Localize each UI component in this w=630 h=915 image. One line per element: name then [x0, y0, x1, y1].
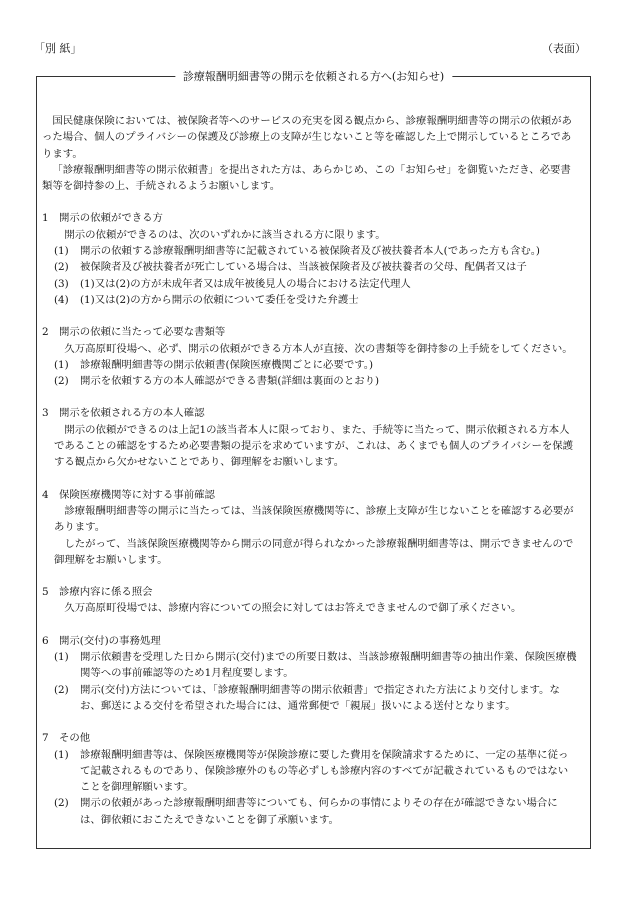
section-4-heading: 4 保険医療機関等に対する事前確認	[42, 488, 215, 501]
corner-left-label: 「別 紙」	[34, 42, 82, 55]
item-number: (2)	[54, 375, 69, 388]
item-number: (4)	[54, 293, 69, 306]
intro-paragraph-2: 「診療報酬明細書等の開示依頼書」を提出された方は、あらかじめ、この「お知らせ」を御覧いただき、必要書類等を御持参の上、手続されるようお願いします。	[42, 163, 571, 193]
section-1-body: 開示の依頼ができるのは、次のいずれかに該当される方に限ります。	[64, 228, 386, 241]
list-item	[42, 682, 578, 715]
notice-frame	[36, 70, 591, 849]
item-number: (1)	[54, 358, 69, 371]
section-5-heading: 5 診療内容に係る照会	[42, 586, 153, 599]
section-3-heading: 3 開示を依頼される方の本人確認	[42, 407, 205, 420]
item-number: (1)	[54, 245, 69, 258]
section-1-list	[42, 243, 578, 308]
list-item	[42, 795, 578, 828]
item-number: (2)	[54, 797, 69, 810]
item-text: 診療報酬明細書等は、保険医療機関等が保険診療に要した費用を保険請求するために、一定の基準に従って記載されるものであり、保険診療外のもの等必ずしも診療内容のすべてが記載されているものではないことを御理解願います。	[80, 748, 569, 794]
section-1-heading: 1 開示の依頼ができる方	[42, 212, 163, 225]
section-3-body: 開示の依頼ができるのは上記1の該当者本人に限っており、また、手続等に当たって、開示依頼される方本人であることの確認をするため必要書類の提示を求めていますが、これは、あくまでも個人のプライバシーを保護する観点から欠かせないことであり、御理解をお願いします。	[54, 423, 574, 469]
list-item	[42, 649, 578, 682]
item-text: 開示の依頼があった診療報酬明細書等についても、何らかの事情によりその存在が確認できない場合には、御依頼におこたえできないことを御了承願います。	[80, 797, 558, 826]
list-item	[42, 292, 578, 308]
item-text: 診療報酬明細書等の開示依頼書(保険医療機関ごとに必要です。)	[80, 358, 374, 371]
notice-content	[37, 113, 590, 828]
section-7-list	[42, 747, 578, 828]
section-2-body: 久万高原町役場へ、必ず、開示の依頼ができる方本人が直接、次の書類等を御持参の上手続をしてください。	[64, 342, 573, 355]
section-5	[42, 584, 578, 617]
section-2-list	[42, 357, 578, 390]
item-text: 被保険者及び被扶養者が死亡している場合は、当該被保険者及び被扶養者の父母、配偶者又は子	[80, 261, 527, 274]
item-text: 開示を依頼する方の本人確認ができる書類(詳細は裏面のとおり)	[80, 375, 380, 388]
item-number: (2)	[54, 683, 69, 696]
section-4	[42, 487, 578, 568]
section-6-heading: 6 開示(交付)の事務処理	[42, 634, 161, 647]
section-1	[42, 210, 578, 308]
intro-paragraph-1: 国民健康保険においては、被保険者等へのサービスの充実を図る観点から、診療報酬明細書等の開示の依頼があった場合、個人のプライバシーの保護及び診療上の支障が生じないこと等を確認した上で開示しているところであります。	[42, 115, 572, 160]
section-5-body: 久万高原町役場では、診療内容についての照会に対してはお答えできませんので御了承ください。	[64, 602, 522, 615]
item-number: (1)	[54, 748, 69, 761]
notice-title: 診療報酬明細書等の開示を依頼される方へ(お知らせ)	[175, 68, 452, 84]
item-text: (1)又は(2)の方が未成年者又は成年被後見人の場合における法定代理人	[80, 277, 411, 290]
corner-right-label: （表面）	[542, 42, 586, 55]
section-4-body-1: 診療報酬明細書等の開示に当たっては、当該保険医療機関等に、診療上支障が生じないことを確認する必要があります。	[54, 504, 574, 534]
list-item	[42, 259, 578, 275]
section-4-body-2: したがって、当該保険医療機関等から開示の同意が得られなかった診療報酬明細書等は、開示できませんので御理解をお願いします。	[54, 537, 574, 566]
section-6-list	[42, 649, 578, 714]
list-item	[42, 357, 578, 373]
section-2-heading: 2 開示の依頼に当たって必要な書類等	[42, 326, 226, 339]
item-text: 開示の依頼する診療報酬明細書等に記載されている被保険者及び被扶養者本人(であった方も含む。)	[80, 245, 540, 258]
item-number: (1)	[54, 651, 69, 664]
section-3	[42, 405, 578, 470]
list-item	[42, 276, 578, 292]
item-number: (2)	[54, 261, 69, 274]
list-item	[42, 747, 578, 796]
section-7	[42, 730, 578, 828]
item-text: (1)又は(2)の方から開示の依頼について委任を受けた弁護士	[80, 293, 359, 306]
section-7-heading: 7 その他	[42, 732, 91, 745]
item-text: 開示依頼書を受理した日から開示(交付)までの所要日数は、当該診療報酬明細書等の抽出作業、保険医療機関等への事前確認等のため1月程度要します。	[80, 651, 577, 680]
list-item	[42, 373, 578, 389]
list-item	[42, 243, 578, 259]
section-2	[42, 324, 578, 389]
item-number: (3)	[54, 277, 69, 290]
item-text: 開示(交付)方法については、「診療報酬明細書等の開示依頼書」で指定された方法により交付します。なお、郵送による交付を希望された場合には、通常郵便で「親展」扱いによる送付となります。	[80, 683, 560, 712]
section-6	[42, 633, 578, 714]
